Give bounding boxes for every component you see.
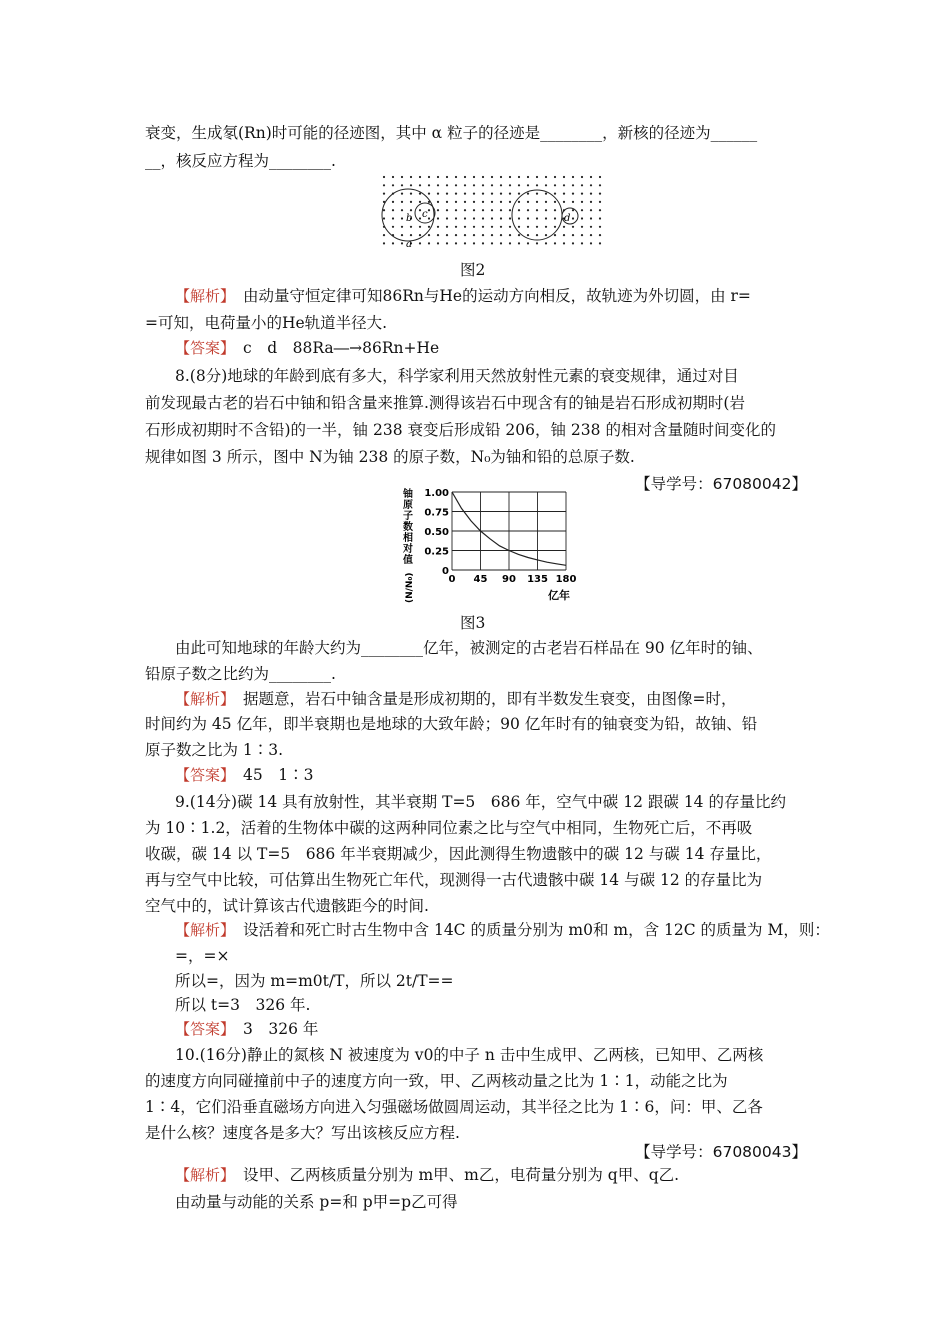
field-dot: [437, 184, 439, 186]
field-dot: [500, 193, 502, 195]
field-dot: [419, 201, 421, 203]
field-dot: [581, 201, 583, 203]
field-dot: [518, 201, 520, 203]
q10-analysis-text: 设甲、乙两核质量分别为 m甲、m乙，电荷量分别为 q甲、q乙.: [243, 1166, 680, 1184]
q8-answer-text: 45 1∶3: [243, 766, 314, 784]
field-dot: [428, 184, 430, 186]
field-dot: [419, 176, 421, 178]
field-dot: [419, 184, 421, 186]
field-dot: [563, 184, 565, 186]
field-dot: [527, 201, 529, 203]
q9-answer: [175, 1019, 318, 1039]
field-dot: [428, 242, 430, 244]
field-dot: [581, 226, 583, 228]
field-dot: [581, 234, 583, 236]
field-dot: [437, 176, 439, 178]
q8-analysis-line-1: [175, 689, 737, 709]
field-dot: [455, 226, 457, 228]
field-dot: [473, 184, 475, 186]
x-axis-label: 亿年: [548, 589, 570, 602]
field-dot: [518, 176, 520, 178]
field-dot: [554, 217, 556, 219]
q9-text-line-5: 空气中的，试计算该古代遗骸距今的时间.: [145, 897, 429, 915]
q8-question-line-2: 铅原子数之比约为________.: [145, 665, 336, 683]
field-dot: [437, 242, 439, 244]
field-dot: [383, 234, 385, 236]
field-dot: [473, 217, 475, 219]
field-dot: [491, 209, 493, 211]
q9-text-line-4: 再与空气中比较，可估算出生物死亡年代，现测得一古代遗骸中碳 14 与碳 12 的存量比为: [145, 871, 763, 889]
field-dot: [491, 242, 493, 244]
field-dot: [590, 217, 592, 219]
field-dot: [536, 201, 538, 203]
x-tick-label: 90: [502, 574, 516, 585]
field-dot: [419, 226, 421, 228]
field-dot: [482, 184, 484, 186]
field-dot: [464, 226, 466, 228]
field-dot: [509, 234, 511, 236]
field-dot: [410, 176, 412, 178]
field-dot: [536, 184, 538, 186]
q8-answer: [175, 765, 313, 785]
field-dot: [545, 184, 547, 186]
field-dot: [437, 234, 439, 236]
x-tick-label: 135: [527, 574, 548, 585]
field-dot: [383, 209, 385, 211]
field-dot: [545, 234, 547, 236]
field-dot: [590, 226, 592, 228]
field-dot: [527, 209, 529, 211]
field-dot: [428, 234, 430, 236]
field-dot: [536, 193, 538, 195]
field-dot: [383, 217, 385, 219]
q8-guide-number: 【导学号：67080042】: [635, 475, 807, 493]
figure-3-caption: 图3: [460, 614, 486, 632]
field-dot: [383, 193, 385, 195]
x-tick-label: 0: [448, 574, 456, 585]
field-dot: [536, 217, 538, 219]
field-dot: [509, 193, 511, 195]
field-dot: [410, 226, 412, 228]
figure-2-caption: 图2: [460, 261, 486, 279]
field-dot: [518, 217, 520, 219]
field-dot: [491, 176, 493, 178]
field-dot: [599, 242, 601, 244]
y-axis-label-char: 铀: [403, 489, 413, 500]
track-label-d: d: [564, 213, 571, 224]
field-dot: [464, 242, 466, 244]
field-dot: [518, 242, 520, 244]
q9-analysis-line-1: [175, 920, 830, 940]
field-dot: [599, 234, 601, 236]
field-dot: [482, 176, 484, 178]
field-dot: [455, 234, 457, 236]
q8-text-line-3: 石形成初期时不含铅)的一半，铀 238 衰变后形成铅 206，铀 238 的相对含量随时间变化的: [145, 421, 776, 439]
field-dot: [410, 234, 412, 236]
answer-tag: 【答案】: [175, 766, 228, 784]
field-dot: [527, 176, 529, 178]
q9-answer-text: 3 326 年: [243, 1020, 319, 1038]
q10-text-line-3: 1∶4，它们沿垂直磁场方向进入匀强磁场做圆周运动，其半径之比为 1∶6，问：甲、乙各: [145, 1098, 763, 1116]
y-axis-label-char: 数: [403, 522, 413, 533]
field-dot: [536, 176, 538, 178]
field-dot: [392, 217, 394, 219]
field-dot: [500, 242, 502, 244]
field-dot: [563, 226, 565, 228]
y-axis-label-char: 子: [403, 511, 413, 522]
field-dot: [518, 209, 520, 211]
field-dot: [455, 242, 457, 244]
q9-analysis-line-4: 所以 t=3 326 年.: [175, 996, 311, 1014]
field-dot: [437, 193, 439, 195]
field-dot: [527, 184, 529, 186]
field-dot: [527, 226, 529, 228]
q7-answer-text: c d 88Ra―→86Rn+He: [243, 339, 440, 357]
field-dot: [572, 234, 574, 236]
field-dot: [590, 176, 592, 178]
field-dot: [419, 234, 421, 236]
field-dot: [581, 193, 583, 195]
field-dot: [464, 209, 466, 211]
field-dot: [554, 184, 556, 186]
y-axis-label-char: 相: [403, 533, 413, 544]
field-dot: [401, 184, 403, 186]
field-dot: [464, 234, 466, 236]
q7-answer: [175, 338, 439, 358]
field-dot: [554, 201, 556, 203]
q8-text-line-2: 前发现最古老的岩石中铀和铅含量来推算.测得该岩石中现含有的铀是岩石形成初期时(岩: [145, 394, 745, 412]
q8-analysis-text: 据题意，岩石中铀含量是形成初期的，即有半数发生衰变，由图像=时，: [243, 690, 737, 708]
y-axis-label-char: 原: [403, 500, 413, 511]
q7-text-line-1: 衰变，生成氡(Rn)时可能的径迹图，其中 α 粒子的径迹是________，新核的径迹为______: [145, 124, 758, 142]
field-dot: [581, 217, 583, 219]
y-tick-label: 0.25: [424, 546, 449, 558]
field-dot: [599, 176, 601, 178]
field-dot: [536, 242, 538, 244]
field-dot: [410, 201, 412, 203]
field-dot: [536, 209, 538, 211]
field-dot: [446, 184, 448, 186]
field-dot: [392, 226, 394, 228]
q7-text-line-2: __，核反应方程为________.: [145, 152, 336, 170]
field-dot: [482, 234, 484, 236]
field-dot: [446, 209, 448, 211]
field-dot: [599, 184, 601, 186]
x-tick-label: 180: [555, 574, 577, 585]
analysis-tag: 【解析】: [175, 690, 228, 708]
track-label-c: c: [422, 209, 428, 220]
field-dot: [446, 234, 448, 236]
q9-analysis-line-3: 所以=，因为 m=m0t/T，所以 2t/T==: [175, 972, 454, 990]
field-dot: [464, 201, 466, 203]
figure-2-track-diagram: [380, 173, 605, 248]
q10-text-line-4: 是什么核？速度各是多大？写出该核反应方程.: [145, 1124, 460, 1142]
q7-analysis-line-1: [175, 286, 751, 306]
field-dot: [464, 193, 466, 195]
q9-analysis-line-2: =，=×: [175, 947, 230, 965]
figure-3-decay-chart: [396, 485, 586, 605]
field-dot: [491, 226, 493, 228]
field-dot: [536, 226, 538, 228]
y-tick-label: 0.75: [424, 507, 449, 519]
q8-analysis-line-3: 原子数之比为 1∶3.: [145, 741, 284, 759]
field-dot: [545, 226, 547, 228]
field-dot: [428, 217, 430, 219]
q10-text-line-2: 的速度方向同碰撞前中子的速度方向一致，甲、乙两核动量之比为 1∶1，动能之比为: [145, 1072, 728, 1090]
field-dot: [482, 226, 484, 228]
field-dot: [428, 176, 430, 178]
q10-analysis-line-2: 由动量与动能的关系 p=和 p甲=p乙可得: [175, 1193, 458, 1211]
field-dot: [401, 234, 403, 236]
field-dot: [563, 201, 565, 203]
field-dot: [509, 201, 511, 203]
field-dot: [383, 176, 385, 178]
field-dot: [500, 184, 502, 186]
field-dot: [473, 209, 475, 211]
answer-tag: 【答案】: [175, 1020, 228, 1038]
field-dot: [419, 242, 421, 244]
q8-text-line-4: 规律如图 3 所示，图中 N为铀 238 的原子数，N₀为铀和铅的总原子数.: [145, 448, 635, 466]
field-dot: [563, 193, 565, 195]
field-dot: [527, 234, 529, 236]
field-dot: [437, 217, 439, 219]
field-dot: [554, 234, 556, 236]
track-label-a: a: [406, 239, 412, 248]
field-dot: [590, 234, 592, 236]
q10-guide-number: 【导学号：67080043】: [635, 1143, 807, 1161]
field-dot: [491, 217, 493, 219]
field-dot: [491, 201, 493, 203]
field-dot: [518, 193, 520, 195]
field-dot: [437, 201, 439, 203]
field-dot: [410, 184, 412, 186]
field-dot: [518, 234, 520, 236]
field-dot: [455, 193, 457, 195]
q7-analysis-text: 由动量守恒定律可知86Rn与He的运动方向相反，故轨迹为外切圆，由 r=: [243, 287, 751, 305]
field-dot: [599, 217, 601, 219]
analysis-tag: 【解析】: [175, 287, 228, 305]
field-dot: [401, 176, 403, 178]
field-dot: [383, 242, 385, 244]
field-dot: [509, 176, 511, 178]
field-dot: [599, 209, 601, 211]
y-axis-label-unit: (N/N₀): [405, 572, 415, 603]
field-dot: [572, 226, 574, 228]
field-dot: [464, 184, 466, 186]
field-dot: [500, 217, 502, 219]
field-dot: [473, 201, 475, 203]
analysis-tag: 【解析】: [175, 921, 228, 939]
y-axis-label-char: 值: [403, 555, 413, 566]
field-dot: [572, 217, 574, 219]
field-dot: [509, 226, 511, 228]
field-dot: [572, 176, 574, 178]
field-dot: [428, 193, 430, 195]
field-dot: [464, 176, 466, 178]
field-dot: [491, 234, 493, 236]
x-tick-label: 45: [473, 574, 488, 585]
field-dot: [392, 201, 394, 203]
field-dot: [392, 242, 394, 244]
field-dot: [545, 193, 547, 195]
field-dot: [392, 209, 394, 211]
q8-question-line-1: 由此可知地球的年龄大约为________亿年，被测定的古老岩石样品在 90 亿年时的铀、: [175, 639, 763, 657]
field-dot: [581, 209, 583, 211]
field-dot: [581, 176, 583, 178]
field-dot: [401, 193, 403, 195]
field-dot: [500, 176, 502, 178]
field-dot: [482, 201, 484, 203]
q9-text-line-3: 收碳，碳 14 以 T=5 686 年半衰期减少，因此测得生物遗骸中的碳 12 与碳 14 存量比，: [145, 845, 772, 863]
field-dot: [581, 242, 583, 244]
field-dot: [401, 226, 403, 228]
field-dot: [518, 184, 520, 186]
field-dot: [500, 234, 502, 236]
field-dot: [473, 226, 475, 228]
y-axis-label-char: 对: [403, 544, 413, 555]
field-dot: [554, 242, 556, 244]
track-label-b: b: [406, 213, 413, 224]
field-dot: [581, 184, 583, 186]
field-dot: [392, 176, 394, 178]
field-dot: [590, 209, 592, 211]
field-dot: [590, 242, 592, 244]
field-dot: [482, 193, 484, 195]
field-dot: [500, 226, 502, 228]
field-dot: [446, 201, 448, 203]
field-dot: [401, 217, 403, 219]
field-dot: [590, 184, 592, 186]
field-dot: [554, 193, 556, 195]
q10-analysis-line-1: [175, 1165, 679, 1185]
field-dot: [437, 226, 439, 228]
field-dot: [401, 242, 403, 244]
field-dot: [455, 201, 457, 203]
field-dot: [401, 201, 403, 203]
field-dot: [482, 209, 484, 211]
field-dot: [545, 209, 547, 211]
field-dot: [536, 234, 538, 236]
y-tick-label: 1.00: [424, 488, 449, 499]
field-dot: [599, 193, 601, 195]
field-dot: [599, 226, 601, 228]
field-dot: [491, 193, 493, 195]
field-dot: [545, 217, 547, 219]
analysis-tag: 【解析】: [175, 1166, 228, 1184]
y-tick-label: 0: [442, 566, 449, 577]
field-dot: [527, 193, 529, 195]
field-dot: [473, 242, 475, 244]
field-dot: [392, 184, 394, 186]
field-dot: [509, 184, 511, 186]
field-dot: [509, 209, 511, 211]
field-dot: [554, 176, 556, 178]
q7-analysis-line-2: =可知，电荷量小的He轨道半径大.: [145, 314, 388, 332]
answer-tag: 【答案】: [175, 339, 228, 357]
field-dot: [563, 176, 565, 178]
field-dot: [554, 209, 556, 211]
field-dot: [572, 193, 574, 195]
q10-text-line-1: 10.(16分)静止的氮核 N 被速度为 v0的中子 n 击中生成甲、乙两核，已知甲、乙两核: [175, 1046, 764, 1064]
field-dot: [554, 226, 556, 228]
field-dot: [590, 193, 592, 195]
field-dot: [401, 209, 403, 211]
field-dot: [437, 209, 439, 211]
field-dot: [383, 184, 385, 186]
field-dot: [590, 201, 592, 203]
field-dot: [464, 217, 466, 219]
field-dot: [500, 201, 502, 203]
field-dot: [527, 217, 529, 219]
field-dot: [446, 242, 448, 244]
field-dot: [419, 209, 421, 211]
field-dot: [509, 242, 511, 244]
field-dot: [545, 201, 547, 203]
field-dot: [599, 201, 601, 203]
field-dot: [455, 184, 457, 186]
field-dot: [572, 184, 574, 186]
field-dot: [455, 217, 457, 219]
field-dot: [518, 226, 520, 228]
track-circle-c: [512, 190, 562, 240]
field-dot: [428, 209, 430, 211]
field-dot: [410, 193, 412, 195]
q9-analysis-text: 设活着和死亡时古生物中含 14C 的质量分别为 m0和 m，含 12C 的质量为 M，则：: [243, 921, 830, 939]
field-dot: [509, 217, 511, 219]
q9-text-line-2: 为 10∶1.2，活着的生物体中碳的这两种同位素之比与空气中相同，生物死亡后，不再吸: [145, 819, 753, 837]
field-dot: [446, 193, 448, 195]
q8-text-line-1: 8.(8分)地球的年龄到底有多大，科学家利用天然放射性元素的衰变规律，通过对目: [175, 367, 739, 385]
field-dot: [482, 242, 484, 244]
field-dot: [410, 209, 412, 211]
field-dot: [527, 242, 529, 244]
field-dot: [428, 226, 430, 228]
field-dot: [482, 217, 484, 219]
field-dot: [473, 176, 475, 178]
field-dot: [572, 201, 574, 203]
field-dot: [455, 209, 457, 211]
field-dot: [419, 217, 421, 219]
q9-text-line-1: 9.(14分)碳 14 具有放射性，其半衰期 T=5 686 年，空气中碳 12 跟碳 14 的存量比约: [175, 793, 786, 811]
field-dot: [563, 242, 565, 244]
field-dot: [500, 209, 502, 211]
field-dot: [446, 176, 448, 178]
field-dot: [545, 176, 547, 178]
field-dot: [473, 193, 475, 195]
q8-analysis-line-2: 时间约为 45 亿年，即半衰期也是地球的大致年龄；90 亿年时有的铀衰变为铅，故铀、铅: [145, 715, 758, 733]
field-dot: [473, 234, 475, 236]
field-dot: [545, 242, 547, 244]
field-dot: [491, 184, 493, 186]
field-dot: [446, 217, 448, 219]
field-dot: [563, 234, 565, 236]
y-tick-label: 0.50: [424, 527, 449, 538]
field-dot: [455, 176, 457, 178]
field-dot: [446, 226, 448, 228]
field-dot: [572, 242, 574, 244]
